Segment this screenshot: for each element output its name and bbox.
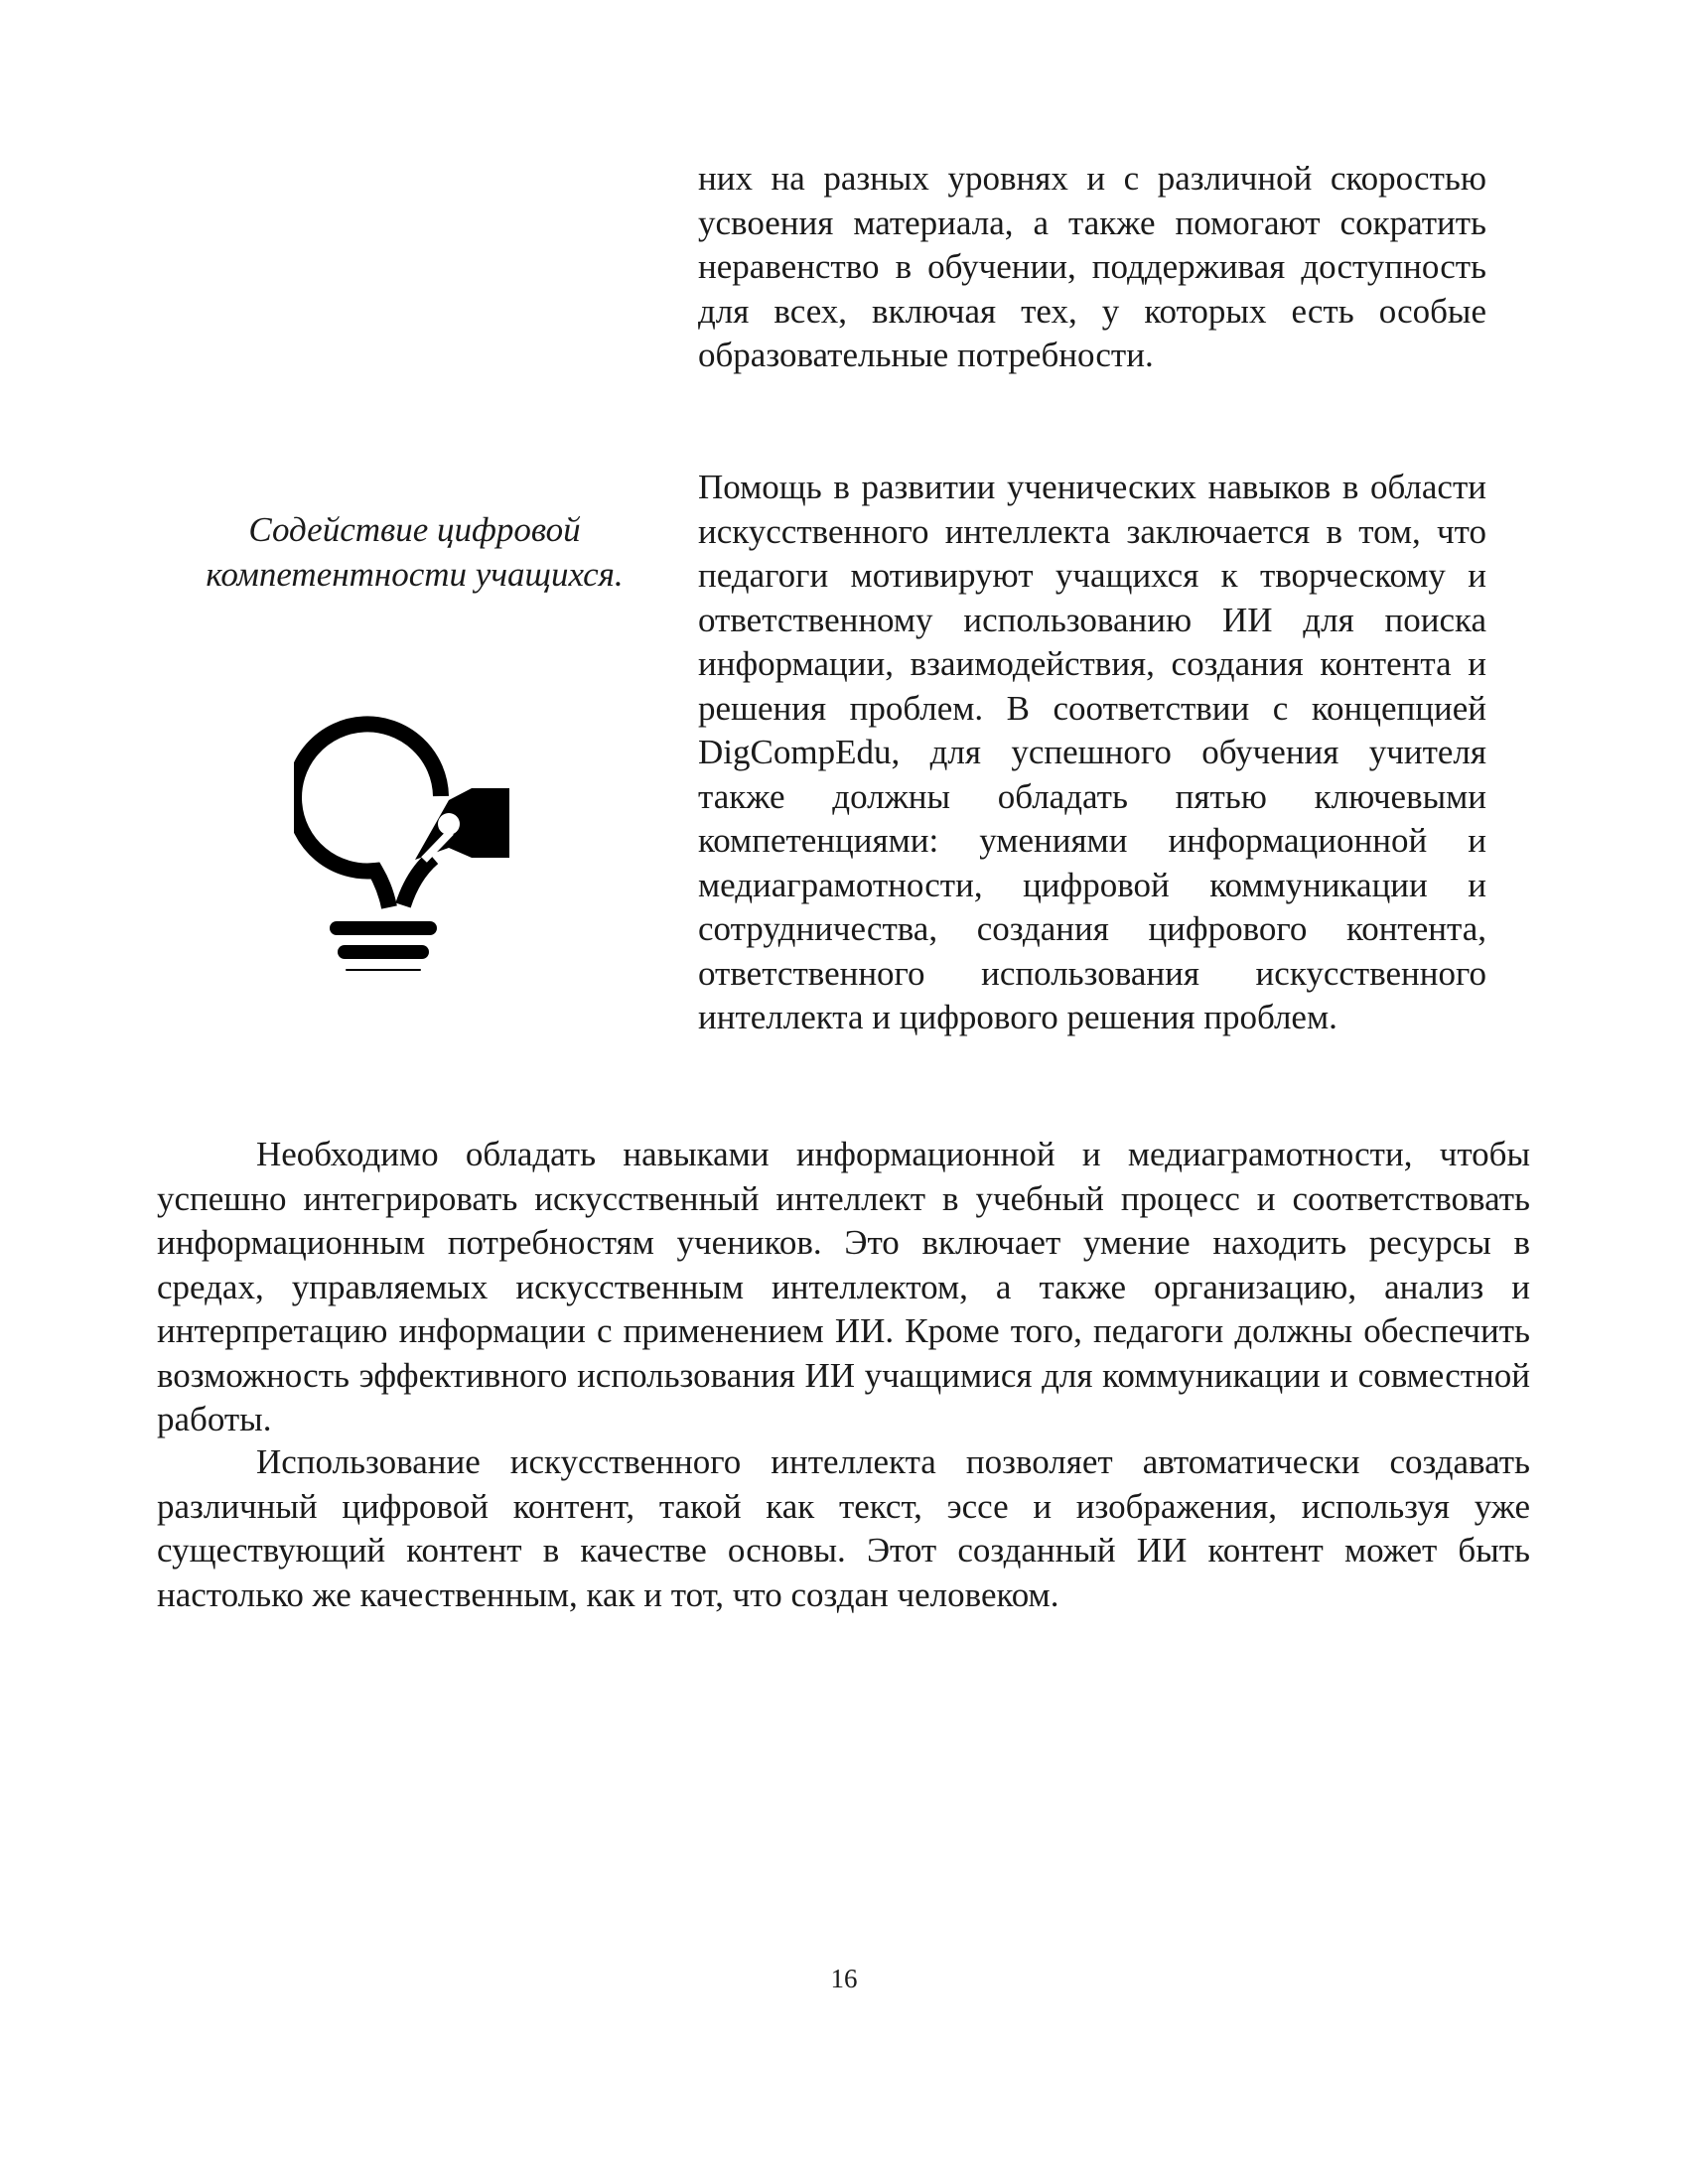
sidebar-caption: Содействие цифровой компетентности учащихся.	[206, 510, 624, 594]
paragraph-media-literacy: Необходимо обладать навыками информационной и медиаграмотности, чтобы успешно интегрировать искусственный интеллект в учебный процесс и соответствовать информационным потребностям учеников. Это включает умение находить ресурсы в средах, управляемых искусственным интеллектом, а также организацию, анализ и интерпретацию информации с применением ИИ. Кроме того, педагоги должны обеспечить возможность эффективного использования ИИ учащимися для коммуникации и совместной работы.	[157, 1135, 1530, 1438]
paragraph-ai-skills: Помощь в развитии ученических навыков в области искусственного интеллекта заключается в том, что педагоги мотивируют учащихся к творческому и ответственному использованию ИИ для поиска информации, взаимодействия, создания контента и решения проблем. В соответствии с концепцией DigCompEdu, для успешного обучения учителя также должны обладать пятью ключевыми компетенциями: умениями информационной и медиаграмотности, цифровой коммуникации и сотрудничества, создания цифрового контента, ответственного использования искусственного интеллекта и цифрового решения проблем.	[698, 468, 1486, 1036]
lightbulb-tag-icon	[294, 701, 552, 971]
page-number: 16	[830, 1964, 858, 1993]
paragraph-ai-content: Использование искусственного интеллекта позволяет автоматически создавать различный цифровой контент, такой как текст, эссе и изображения, используя уже существующий контент в качестве основы. Этот созданный ИИ контент может быть настолько же качественным, как и тот, что создан человеком.	[157, 1442, 1530, 1614]
paragraph-continuation: них на разных уровнях и с различной скоростью усвоения материала, а также помогают сократить неравенство в обучении, поддерживая доступность для всех, включая тех, у которых есть особые образовательные потребности.	[698, 159, 1486, 374]
